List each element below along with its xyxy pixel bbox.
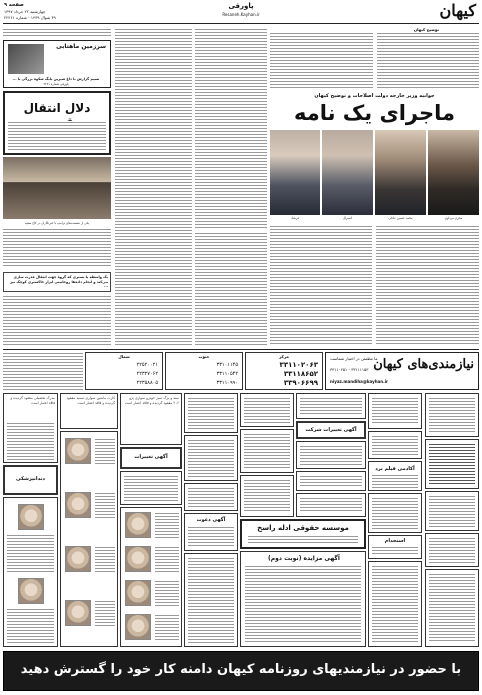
center-notice-title: آگهی تغییرات شرکت bbox=[305, 427, 357, 433]
contact-phone: ۲۲۵۲۰۰۲۱ bbox=[136, 362, 158, 368]
section-title: پاورقی bbox=[228, 2, 254, 10]
feature-photo bbox=[3, 157, 111, 219]
headline: ماجرای یک نامه bbox=[293, 101, 456, 125]
baby-photo bbox=[18, 578, 44, 604]
portrait-photo-3 bbox=[322, 130, 373, 215]
baby-photo bbox=[125, 512, 151, 538]
date-line: چهارشنبه ۲۲ خرداد ۱۳۹۷ bbox=[4, 9, 46, 14]
contact-label: شمال bbox=[118, 354, 130, 359]
book-byline: پاورقی شماره ۲۲۶۱ bbox=[43, 82, 69, 86]
contact-phone: ۳۳۱۱۸۶۵۲ bbox=[283, 370, 318, 378]
portrait-photo-2 bbox=[375, 130, 426, 215]
masthead bbox=[0, 0, 482, 24]
site-url: Resaneh.Kayhan.ir bbox=[222, 12, 260, 17]
classified-title: موسسه حقوقی ادله راسخ bbox=[257, 524, 349, 532]
baby-photo bbox=[65, 600, 91, 626]
book-title: نسیم گزارش با داغ شیرین بانگ شکوه بزرگی با ... bbox=[12, 77, 100, 81]
baby-photo bbox=[65, 546, 91, 572]
portrait-photo-1 bbox=[428, 130, 479, 215]
baby-photo bbox=[125, 580, 151, 606]
portrait-photo-4 bbox=[270, 130, 320, 215]
book-series: سرزمین ماهتابی bbox=[56, 43, 106, 50]
book-box bbox=[3, 40, 111, 88]
lost-notice: سند و برگ سبز خودرو سواری پژو ۲۰۶ مفقود گردیده و فاقد اعتبار است bbox=[124, 396, 179, 405]
contact-phone: ۳۳۱۱۰۵۴۲ bbox=[216, 371, 238, 377]
photo-caption-2: محمد حسین عادلی bbox=[388, 216, 413, 220]
page-number: صفحه ۹ bbox=[4, 2, 24, 8]
contact-table-south bbox=[165, 352, 243, 390]
photo-caption-3: ادمیرال bbox=[342, 216, 353, 220]
feature-photo-caption: یکی از نشست‌های ترامپ با خبرنگاران در کاخ سفید bbox=[24, 221, 90, 225]
baby-photo bbox=[125, 546, 151, 572]
contact-phone: ۳۳۱۱۰۲۰۶۳ bbox=[279, 361, 318, 369]
center-notice bbox=[296, 421, 366, 439]
quote-text: یک واسطه یا بستری که گروه جهت انتقال قدرت سازی می‌کند و انجام داده‌ها روحانیتی ابزار خاکستری کوچک نیز ... bbox=[10, 275, 108, 288]
baby-photo bbox=[125, 614, 151, 640]
lost-notice: کارت ماشین سواری سمند مفقود گردیده و فاقد اعتبار است bbox=[66, 396, 115, 405]
photo-strip bbox=[270, 130, 479, 222]
feature-headline: دلال انتقال bbox=[23, 101, 91, 115]
legal-ad bbox=[240, 519, 366, 549]
ads-banner-title: نیازمندی‌های کیهان bbox=[373, 357, 474, 372]
classified-ad-6 bbox=[368, 461, 422, 491]
baby-photo bbox=[65, 438, 91, 464]
photo-caption-1: مجری مرداوی bbox=[444, 216, 463, 220]
classified-title: آکادمی فیلم برد bbox=[375, 466, 415, 472]
masthead-logo: کیهان bbox=[439, 1, 476, 20]
contact-phone: ۲۲۳۲۷۰۶۲ bbox=[136, 371, 158, 377]
contact-phone: ۳۳۱۰۱۱۴۵ bbox=[216, 362, 238, 368]
invitation-ad bbox=[184, 513, 238, 551]
ads-email[interactable]: niyaz.mandiha@kayhan.ir bbox=[330, 379, 388, 384]
footer-banner bbox=[3, 651, 479, 691]
contact-label: جنوب bbox=[198, 354, 210, 359]
contact-phone: ۳۳۹۰۶۶۹۹ bbox=[283, 379, 318, 387]
classified-title: آگهی تغییرات bbox=[134, 454, 168, 460]
photo-caption-4: فرشاد bbox=[291, 216, 299, 220]
classified-title: آگهی دعوت bbox=[196, 517, 226, 523]
ads-banner bbox=[325, 352, 479, 390]
issue-line: ۳۹ شوال ۱۴۳۹ - شماره ۲۲۲۶۱ bbox=[4, 15, 56, 20]
dental-ad bbox=[3, 465, 58, 495]
contact-phone: ۳۳۱۱۰۹۹۰ bbox=[216, 380, 238, 386]
footer-text: با حضور در نیازمندیهای روزنامه کیهان دامنه کار خود را گسترش دهید bbox=[20, 662, 462, 677]
changes-ad bbox=[120, 447, 182, 469]
contact-table-north bbox=[85, 352, 163, 390]
baby-photo bbox=[65, 492, 91, 518]
kicker: جوابیه وزیر خارجه دولت اصلاحات و توضیح کیهان bbox=[314, 93, 435, 99]
book-photo bbox=[8, 44, 44, 74]
feature-box bbox=[3, 91, 111, 155]
ads-phone-main: ۳۳۱۱۱۱۵۳ - ۳۳۱۱۰۲۵۱ bbox=[330, 367, 369, 372]
classified-title: آگهی مزایده (نوبت دوم) bbox=[268, 555, 340, 562]
classified-title: استخدام bbox=[384, 538, 406, 544]
section-label: توضیح کیهان bbox=[413, 27, 439, 32]
auction-ad bbox=[240, 551, 366, 647]
contact-label: مرکز bbox=[279, 354, 289, 359]
contact-table-center bbox=[245, 352, 323, 390]
lost-notice: مدرک تحصیلی مفقود گردیده و فاقد اعتبار است bbox=[10, 396, 55, 405]
classified-title: دندانپزشکی bbox=[16, 476, 45, 482]
ads-banner-sub: ما مطمئن در اختیار شماست bbox=[330, 356, 378, 361]
classified-ad-5 bbox=[368, 535, 422, 559]
baby-photo bbox=[18, 504, 44, 530]
quote-box bbox=[3, 272, 111, 292]
contact-phone: ۲۲۳۵۸۸۰۵ bbox=[136, 380, 158, 386]
